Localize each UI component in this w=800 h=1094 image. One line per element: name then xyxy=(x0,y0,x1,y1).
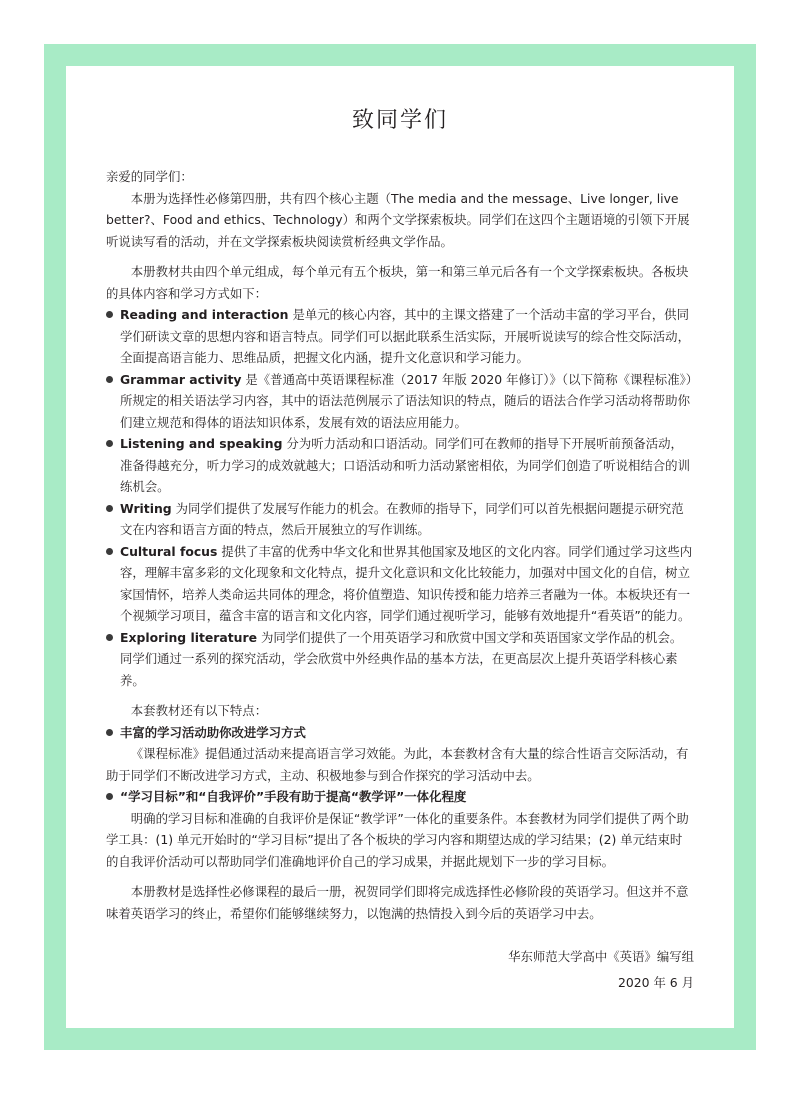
letter-content xyxy=(106,106,694,993)
section-text: 是《普通高中英语课程标准（2017 年版 2020 年修订）》（以下简称《课程标准》）所规定的相关语法学习内容，其中的语法范例展示了语法知识的特点，随后的语法合作学习活动将帮助你们建立规范和得体的语法知识体系，发展有效的语法应用能力。 xyxy=(120,371,692,430)
list-item xyxy=(106,498,694,541)
bullet-icon xyxy=(106,440,113,447)
section-text: 提供了丰富的优秀中华文化和世界其他国家及地区的文化内容。同学们通过学习这些内容，理解丰富多彩的文化现象和文化特点，提升文化意识和文化比较能力，加强对中国文化的自信，树立家国情怀，培养人类命运共同体的理念，将价值塑造、知识传授和能力培养三者融为一体。本板块还有一个视频学习项目，蕴含丰富的语言和文化内容，同学们通过视听学习，能够有效地提升“看英语”的能力。 xyxy=(120,543,693,623)
feature-heading xyxy=(106,722,694,744)
section-text: 为同学们提供了一个用英语学习和欣赏中国文学和英语国家文学作品的机会。同学们通过一系列的探究活动，学会欣赏中外经典作品的基本方法，在更高层次上提升英语学科核心素养。 xyxy=(120,629,683,688)
list-item xyxy=(106,627,694,692)
section-text: 分为听力活动和口语活动。同学们可在教师的指导下开展听前预备活动，准备得越充分，听力学习的成效就越大；口语活动和听力活动紧密相依，为同学们创造了听说相结合的训练机会。 xyxy=(120,436,690,494)
section-name: Listening and speaking xyxy=(120,436,283,451)
structure-paragraph: 本册教材共由四个单元组成，每个单元有五个板块，第一和第三单元后各有一个文学探索板块。各板块的具体内容和学习方式如下： xyxy=(106,264,689,301)
bullet-icon xyxy=(106,793,113,800)
bullet-icon xyxy=(106,505,113,512)
bullet-icon xyxy=(106,376,113,383)
section-text: 为同学们提供了发展写作能力的机会。在教师的指导下，同学们可以首先根据问题提示研究范文在内容和语言方面的特点，然后开展独立的写作训练。 xyxy=(120,500,684,537)
section-name: Exploring literature xyxy=(120,629,257,645)
feature-heading xyxy=(106,786,694,808)
closing-paragraph: 本册教材是选择性必修课程的最后一册，祝贺同学们即将完成选择性必修阶段的英语学习。但这并不意味着英语学习的终止，希望你们能够继续努力，以饱满的热情投入到今后的英语学习中去。 xyxy=(106,884,689,921)
page-title: 致同学们 xyxy=(351,108,448,133)
bullet-icon xyxy=(106,729,113,736)
list-item xyxy=(106,304,694,369)
features-intro: 本套教材还有以下特点： xyxy=(130,703,268,718)
section-name: Cultural focus xyxy=(120,543,218,559)
bullet-icon xyxy=(106,634,113,641)
date: 2020 年 6 月 xyxy=(617,974,694,990)
feature-paragraph: 《课程标准》提倡通过活动来提高语言学习效能。为此，本套教材含有大量的综合性语言交际活动，有助于同学们不断改进学习方式，主动、积极地参与到合作探究的学习活动中去。 xyxy=(106,746,689,783)
bullet-icon xyxy=(106,548,113,555)
feature-heading-text: “学习目标”和“自我评价”手段有助于提高“教学评”一体化程度 xyxy=(120,789,467,804)
signature: 华东师范大学高中《英语》编写组 xyxy=(508,949,694,964)
feature-paragraph: 明确的学习目标和准确的自我评价是保证“教学评”一体化的重要条件。本套教材为同学们提供了两个助学工具：(1) 单元开始时的“学习目标”提出了各个板块的学习内容和期望达成的学习结果；(2) 单元结束时的自我评价活动可以帮助同学们准确地评价自己的学习成果，并据此规划下一步的学习目标。 xyxy=(106,810,689,869)
bullet-icon xyxy=(106,311,113,318)
letter-page xyxy=(66,66,734,1028)
section-name: Writing xyxy=(120,500,172,516)
section-name: Reading and interaction xyxy=(120,307,289,322)
greeting: 亲爱的同学们： xyxy=(106,169,193,184)
feature-heading-text: 丰富的学习活动助你改进学习方式 xyxy=(120,724,306,740)
list-item xyxy=(106,541,694,627)
intro-paragraph: 本册为选择性必修第四册，共有四个核心主题（The media and the message、Live longer, live better?、Food and ethics、Technology）和两个文学探索板块。同学们在这四个主题语境的引领下开展听说读写看的活动，并在文学探索板块阅读赏析经典文学作品。 xyxy=(106,190,690,249)
section-text: 是单元的核心内容，其中的主课文搭建了一个活动丰富的学习平台，供同学们研读文章的思想内容和语言特点。同学们可以据此联系生活实际，开展听说读写的综合性交际活动，全面提高语言能力、思维品质，把握文化内涵，提升文化意识和学习能力。 xyxy=(120,307,690,365)
section-list xyxy=(106,304,694,691)
list-item xyxy=(106,369,694,434)
section-name: Grammar activity xyxy=(120,371,242,387)
list-item xyxy=(106,433,694,498)
